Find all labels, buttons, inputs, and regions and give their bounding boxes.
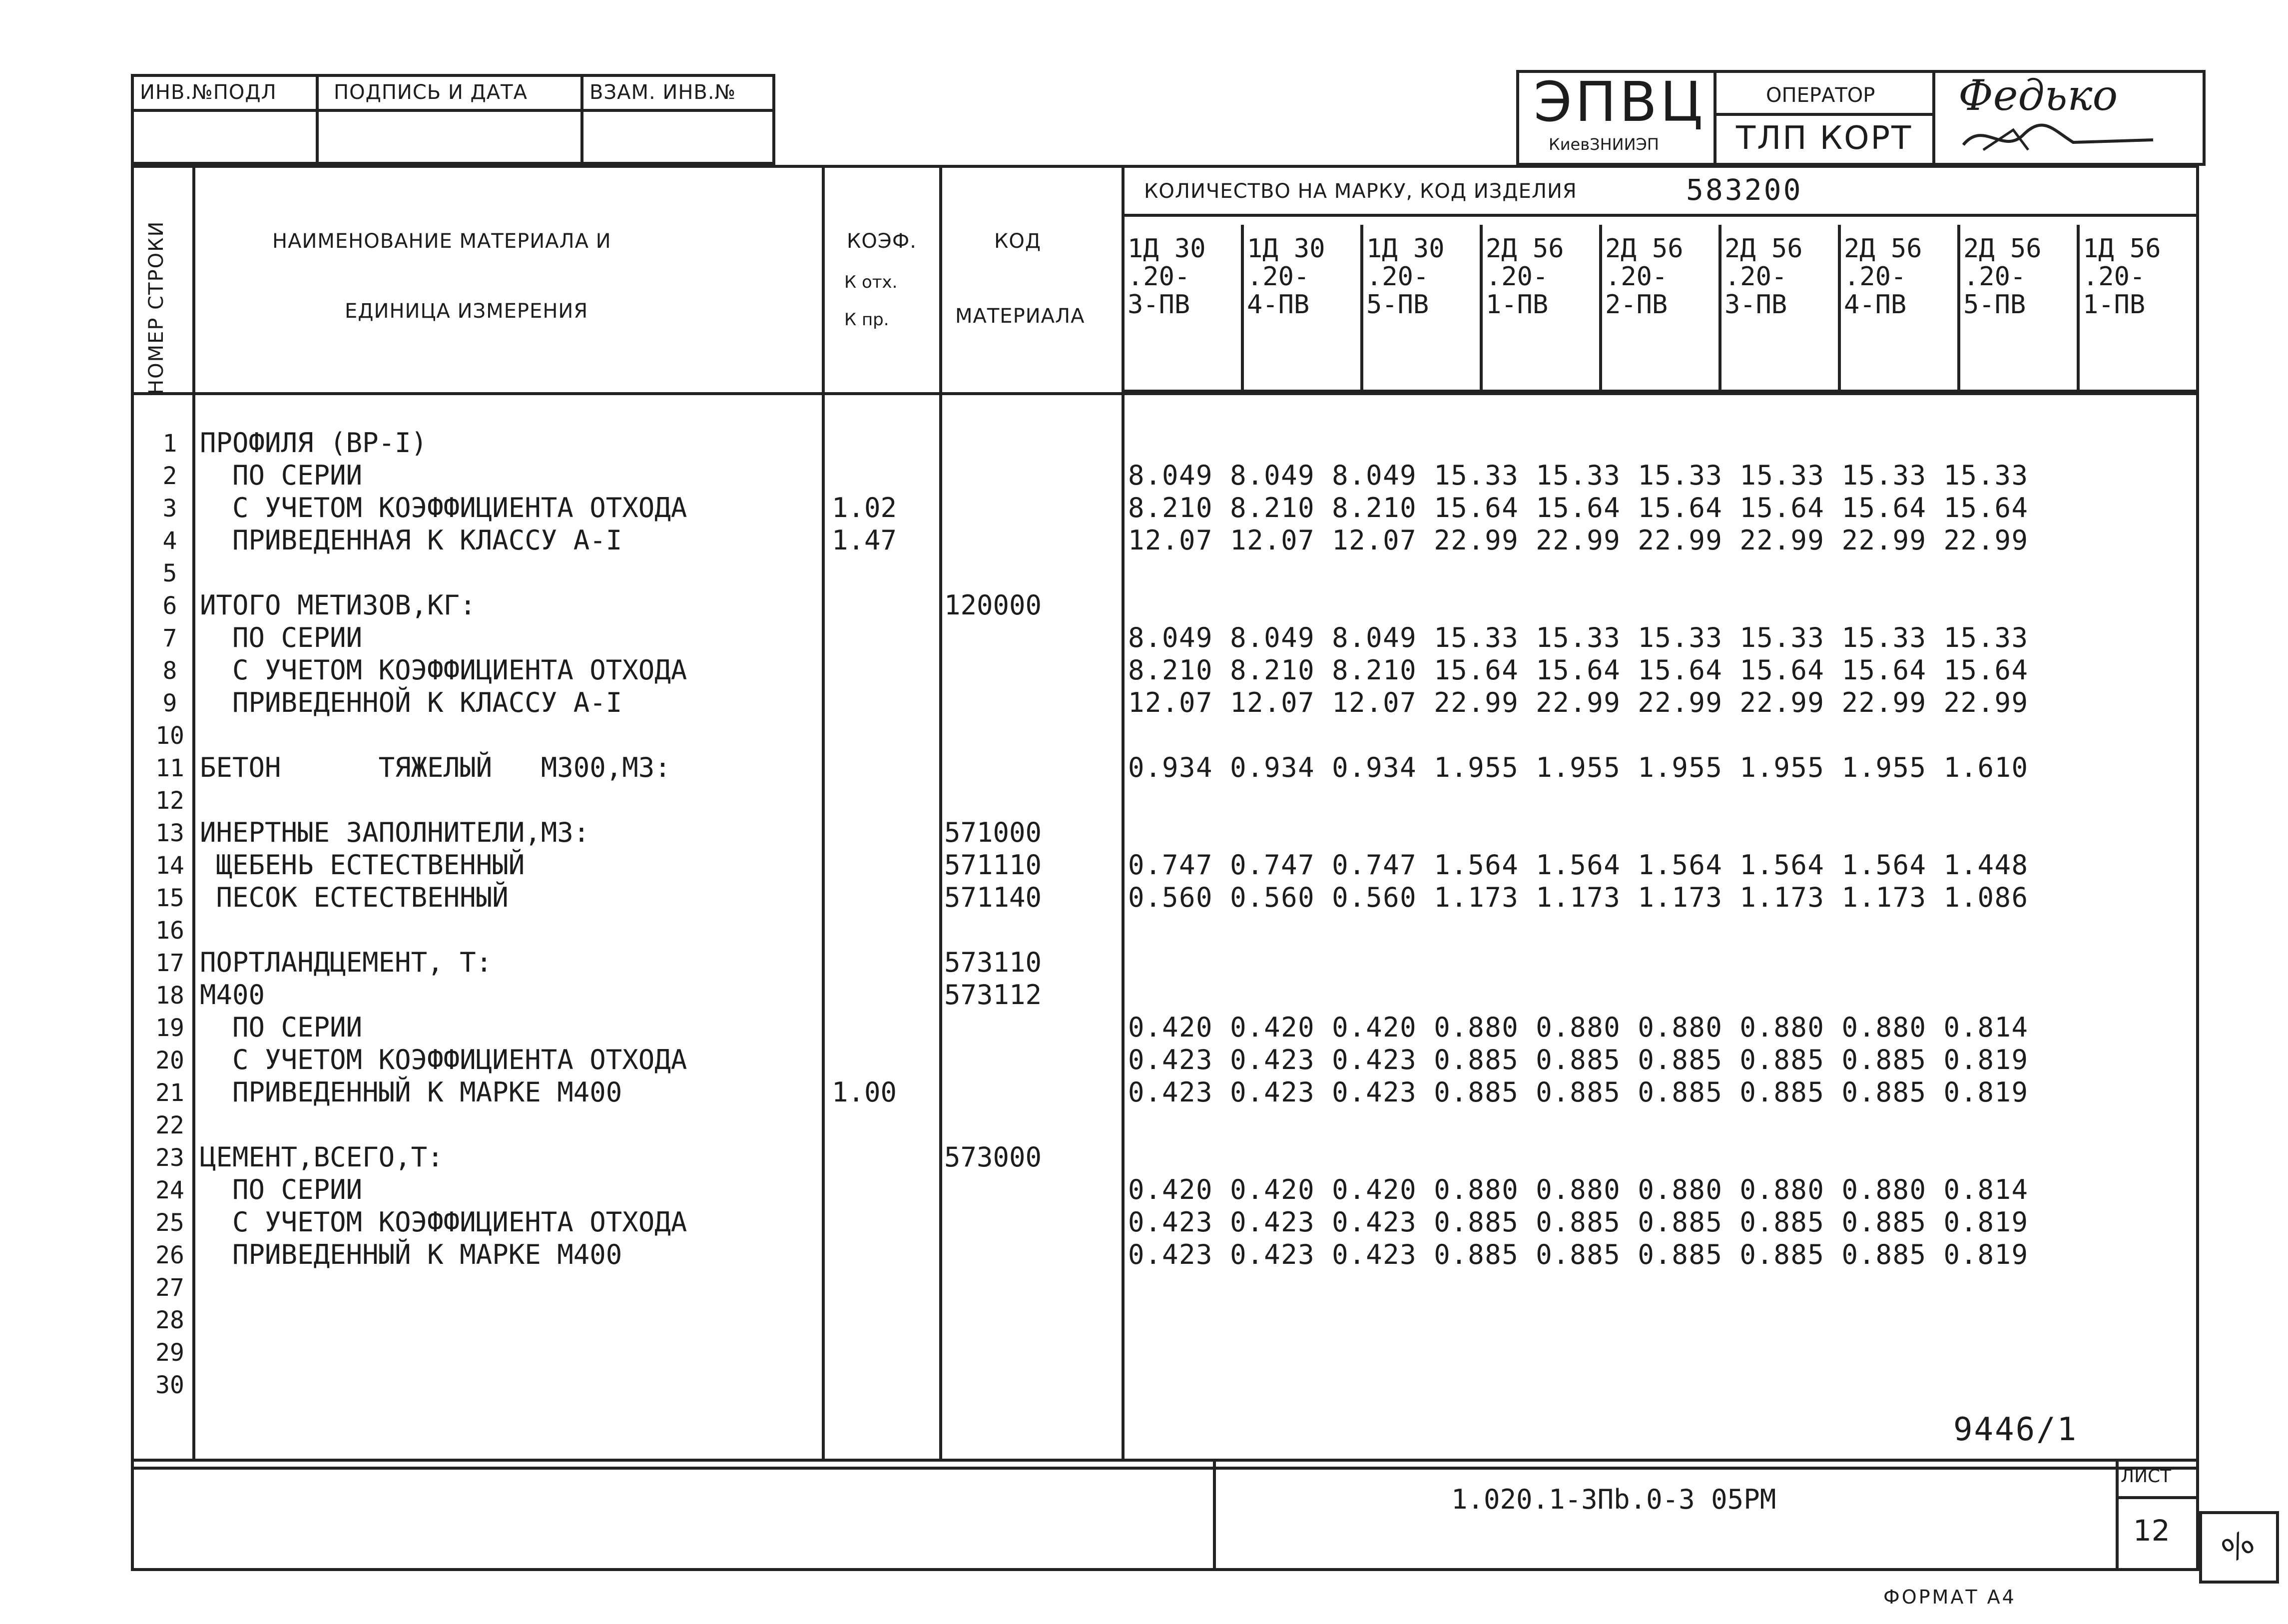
material-name: ИТОГО МЕТИЗОВ,КГ: (200, 589, 476, 621)
doc-number: 9446/1 (1953, 1411, 2078, 1448)
material-name: М400 (200, 979, 265, 1011)
row-number: 2 (162, 462, 177, 490)
col-divider (939, 165, 942, 1459)
quantity-values: 8.210 8.210 8.210 15.64 15.64 15.64 15.64 15.64 15.64 (1128, 654, 2029, 686)
signature-scribble (1953, 115, 2163, 160)
product-col-divider (2077, 225, 2080, 390)
title-block-divider (2116, 1459, 2119, 1571)
material-name: БЕТОН ТЯЖЕЛЫЙ М300,М3: (200, 752, 671, 783)
stamp-divider (1714, 113, 1932, 116)
quantity-values: 0.423 0.423 0.423 0.885 0.885 0.885 0.885 0.885 0.819 (1128, 1077, 2029, 1108)
quantity-values: 8.049 8.049 8.049 15.33 15.33 15.33 15.33 15.33 15.33 (1128, 622, 2029, 653)
row-number: 8 (162, 657, 177, 685)
row-number: 21 (155, 1079, 184, 1107)
row-number: 6 (162, 592, 177, 620)
podpis-data-label: ПОДПИСЬ И ДАТА (334, 81, 528, 104)
row-number: 3 (162, 495, 177, 523)
row-number: 26 (155, 1241, 184, 1269)
row-number: 30 (155, 1371, 184, 1399)
material-name: ИНЕРТНЫЕ ЗАПОЛНИТЕЛИ,М3: (200, 817, 590, 848)
quantity-header: КОЛИЧЕСТВО НА МАРКУ, КОД ИЗДЕЛИЯ (1144, 180, 1577, 203)
row-number: 19 (155, 1014, 184, 1042)
product-col-divider (1480, 225, 1483, 390)
title-block-divider (2116, 1496, 2199, 1499)
material-name: ПО СЕРИИ (200, 1012, 363, 1043)
product-column-header: 2Д 56 .20- 5-ПВ (1963, 234, 2042, 320)
row-number: 27 (155, 1274, 184, 1302)
quantity-values: 0.420 0.420 0.420 0.880 0.880 0.880 0.880 0.880 0.814 (1128, 1174, 2029, 1205)
stamp-divider (131, 109, 775, 112)
stamp-divider (316, 74, 319, 165)
row-number: 1 (162, 430, 177, 458)
row-number: 18 (155, 982, 184, 1010)
col-divider (1122, 165, 1125, 1459)
row-number: 11 (155, 754, 184, 782)
corner-mark: % (2216, 1523, 2261, 1571)
row-number: 25 (155, 1209, 184, 1237)
product-code: 583200 (1686, 173, 1803, 207)
quantity-values: 8.049 8.049 8.049 15.33 15.33 15.33 15.33 15.33 15.33 (1128, 460, 2029, 491)
quantity-values: 0.934 0.934 0.934 1.955 1.955 1.955 1.955 1.955 1.610 (1128, 752, 2029, 783)
material-name: ПРИВЕДЕННАЯ К КЛАССУ А-I (200, 525, 622, 556)
material-code: 120000 (944, 589, 1042, 621)
material-name: ЩЕБЕНЬ ЕСТЕСТВЕННЫЙ (200, 849, 525, 881)
quantity-values: 0.423 0.423 0.423 0.885 0.885 0.885 0.885 0.885 0.819 (1128, 1044, 2029, 1076)
material-code: 573000 (944, 1141, 1042, 1173)
material-name-header-1: НАИМЕНОВАНИЕ МАТЕРИАЛА И (272, 230, 611, 253)
material-code: 571140 (944, 882, 1042, 913)
stamp-divider (580, 74, 583, 165)
quantity-values: 0.747 0.747 0.747 1.564 1.564 1.564 1.564 1.564 1.448 (1128, 849, 2029, 881)
stamp-divider (1714, 70, 1716, 166)
row-number: 12 (155, 787, 184, 815)
quantity-values: 0.560 0.560 0.560 1.173 1.173 1.173 1.173 1.173 1.086 (1128, 882, 2029, 913)
material-name: ПОРТЛАНДЦЕМЕНТ, Т: (200, 947, 493, 978)
material-name: ПО СЕРИИ (200, 622, 363, 653)
product-column-header: 2Д 56 .20- 2-ПВ (1605, 234, 1684, 320)
material-name: ПО СЕРИИ (200, 1174, 363, 1205)
material-name: ПО СЕРИИ (200, 460, 363, 491)
material-name: ПРИВЕДЕННЫЙ К МАРКЕ М400 (200, 1077, 622, 1108)
row-number: 15 (155, 884, 184, 912)
row-number: 28 (155, 1306, 184, 1334)
row-number: 14 (155, 852, 184, 880)
row-number: 13 (155, 819, 184, 847)
row-number: 4 (162, 527, 177, 555)
material-code: 573110 (944, 947, 1042, 978)
operator-label: ОПЕРАТОР (1766, 84, 1875, 107)
coef-header-3: К пр. (844, 310, 889, 330)
vzam-inv-label: ВЗАМ. ИНВ.№ (589, 81, 736, 104)
material-name: С УЧЕТОМ КОЭФФИЦИЕНТА ОТХОДА (200, 1206, 687, 1238)
material-name-header-2: ЕДИНИЦА ИЗМЕРЕНИЯ (345, 300, 588, 323)
col-divider (192, 165, 195, 1459)
row-number: 29 (155, 1339, 184, 1367)
coef-header-2: К отх. (844, 272, 898, 292)
product-col-divider (1718, 225, 1721, 390)
material-name: ПЕСОК ЕСТЕСТВЕННЫЙ (200, 882, 509, 913)
product-column-header: 1Д 30 .20- 5-ПВ (1366, 234, 1445, 320)
row-number: 23 (155, 1144, 184, 1172)
sheet-label: ЛИСТ (2121, 1466, 2172, 1487)
quantity-values: 12.07 12.07 12.07 22.99 22.99 22.99 22.99 22.99 22.99 (1128, 687, 2029, 718)
row-number: 10 (155, 722, 184, 750)
coef-header-1: КОЭФ. (847, 230, 917, 253)
product-column-header: 2Д 56 .20- 4-ПВ (1844, 234, 1922, 320)
product-column-header: 2Д 56 .20- 1-ПВ (1486, 234, 1564, 320)
title-block-divider (1213, 1459, 1216, 1571)
product-column-header: 2Д 56 .20- 3-ПВ (1724, 234, 1803, 320)
coefficient: 1.00 (832, 1077, 897, 1108)
title-block (131, 1459, 2199, 1571)
quantity-values: 0.423 0.423 0.423 0.885 0.885 0.885 0.885 0.885 0.819 (1128, 1239, 2029, 1270)
row-number: 5 (162, 559, 177, 587)
quantity-header-line (1122, 214, 2199, 217)
operator-signature: Федько (1958, 71, 2118, 120)
product-column-header: 1Д 30 .20- 4-ПВ (1247, 234, 1325, 320)
quantity-values: 0.423 0.423 0.423 0.885 0.885 0.885 0.885 0.885 0.819 (1128, 1206, 2029, 1238)
row-number: 17 (155, 949, 184, 977)
format-label: ФОРМАТ А4 (1883, 1586, 2016, 1608)
row-number: 24 (155, 1176, 184, 1204)
product-header-bottom (1122, 390, 2199, 393)
coefficient: 1.02 (832, 492, 897, 524)
material-name: С УЧЕТОМ КОЭФФИЦИЕНТА ОТХОДА (200, 654, 687, 686)
quantity-values: 8.210 8.210 8.210 15.64 15.64 15.64 15.64 15.64 15.64 (1128, 492, 2029, 524)
material-code: 571110 (944, 849, 1042, 881)
col-divider (822, 165, 825, 1459)
material-name: ЦЕМЕНТ,ВСЕГО,Т: (200, 1141, 444, 1173)
quantity-values: 12.07 12.07 12.07 22.99 22.99 22.99 22.99 22.99 22.99 (1128, 525, 2029, 556)
material-name: ПРОФИЛЯ (ВР-I) (200, 427, 428, 459)
product-col-divider (1957, 225, 1960, 390)
row-number: 16 (155, 917, 184, 945)
material-code: 573112 (944, 979, 1042, 1011)
product-col-divider (1360, 225, 1363, 390)
material-name: ПРИВЕДЕННЫЙ К МАРКЕ М400 (200, 1239, 622, 1270)
product-col-divider (1241, 225, 1244, 390)
designation: 1.020.1-3Пb.0-3 05РМ (1451, 1484, 1776, 1515)
inv-podl-label: ИНВ.№ПОДЛ (140, 81, 277, 104)
row-number-header: НОМЕР СТРОКИ (145, 220, 168, 395)
material-name: С УЧЕТОМ КОЭФФИЦИЕНТА ОТХОДА (200, 1044, 687, 1076)
material-name: ПРИВЕДЕННОЙ К КЛАССУ А-I (200, 687, 622, 718)
org-subtitle: КиевЗНИИЭП (1549, 135, 1659, 154)
material-code: 571000 (944, 817, 1042, 848)
row-number: 7 (162, 624, 177, 652)
operator-value: ТЛП КОРТ (1736, 120, 1913, 157)
material-name: С УЧЕТОМ КОЭФФИЦИЕНТА ОТХОДА (200, 492, 687, 524)
code-header-1: КОД (994, 230, 1042, 253)
coefficient: 1.47 (832, 525, 897, 556)
product-col-divider (1599, 225, 1602, 390)
quantity-values: 0.420 0.420 0.420 0.880 0.880 0.880 0.880 0.880 0.814 (1128, 1012, 2029, 1043)
product-column-header: 1Д 56 .20- 1-ПВ (2083, 234, 2161, 320)
org-name: ЭПВЦ (1534, 70, 1706, 134)
row-number: 9 (162, 689, 177, 717)
row-number: 22 (155, 1111, 184, 1139)
stamp-divider (1932, 70, 1935, 166)
code-header-2: МАТЕРИАЛА (955, 305, 1085, 328)
row-number: 20 (155, 1047, 184, 1075)
sheet-number: 12 (2133, 1514, 2170, 1548)
product-col-divider (1838, 225, 1841, 390)
product-column-header: 1Д 30 .20- 3-ПВ (1128, 234, 1206, 320)
